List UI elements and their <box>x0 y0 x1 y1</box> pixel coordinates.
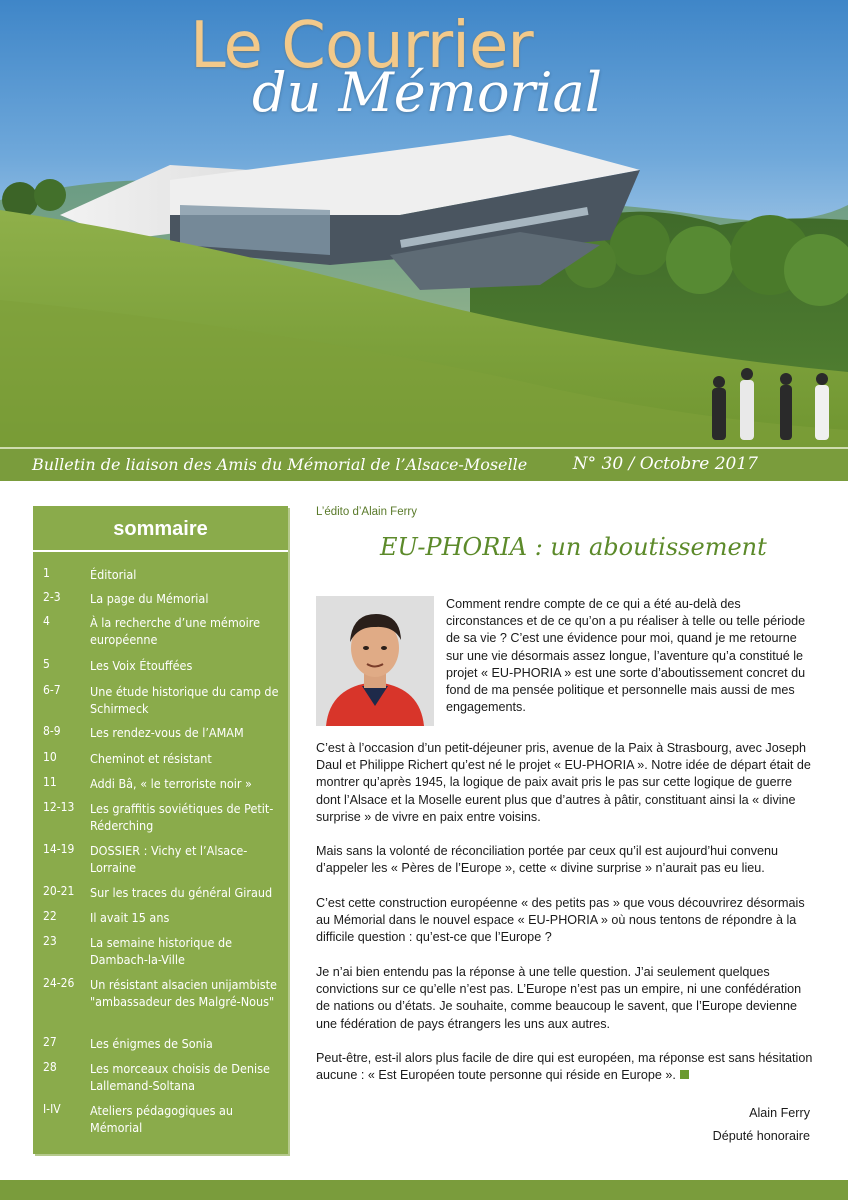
sommaire-panel <box>33 506 288 1154</box>
edito-title: EU-PHORIA : un aboutissement <box>380 533 767 561</box>
toc-page: 6-7 <box>43 683 61 697</box>
toc-title: Sur les traces du général Giraud <box>90 885 273 900</box>
toc-page: 12-13 <box>43 800 75 814</box>
toc-title: Ateliers pédagogiques au Mémorial <box>90 1103 234 1135</box>
edito-paragraph-text: Peut-être, est-il alors plus facile de dire qui est européen, ma réponse est sans hésitation aucune : « Est Européen toute personne qui réside en Europe ». <box>316 1051 813 1083</box>
signature-role: Député honoraire <box>712 1129 810 1143</box>
toc-page: 10 <box>43 750 57 764</box>
sommaire-header <box>33 506 288 552</box>
signature-name: Alain Ferry <box>749 1106 810 1120</box>
toc-page: 14-19 <box>43 842 75 856</box>
toc-page: 11 <box>43 775 57 789</box>
cover-photo <box>0 0 848 447</box>
toc-title: Addi Bâ, « le terroriste noir » <box>90 776 252 791</box>
end-square-icon <box>680 1070 689 1079</box>
toc-page: 22 <box>43 909 57 923</box>
masthead-subtitle: du Mémorial <box>252 61 603 124</box>
toc-title: Cheminot et résistant <box>90 751 212 766</box>
edito-paragraph: Mais sans la volonté de réconciliation portée par ceux qu’il est aujourd’hui convenu d’appeler les « Pères de l’Europe », cette « divine surprise » n’aurait pas eu lieu. <box>316 844 779 876</box>
toc-page: 1 <box>43 566 50 580</box>
toc-title: Une étude historique du camp de Schirmeck <box>90 684 279 716</box>
toc-page: I-IV <box>43 1102 61 1116</box>
toc-title: Les graffitis soviétiques de Petit-Réderching <box>90 801 274 833</box>
toc-page: 28 <box>43 1060 57 1074</box>
toc-title: Éditorial <box>90 567 137 582</box>
edito-paragraph: C’est à l’occasion d’un petit-déjeuner pris, avenue de la Paix à Strasbourg, avec Joseph Daul et Philippe Richert qu’est né le projet « EU-PHORIA ». Notre idée de départ était de montrer qu’après 1945, la logique de paix avait pris le pas sur cette logique de guerre dont l’Alsace et la Moselle eurent plus que d’autres à pâtir, constituant ainsi la « divine surprise » de vivre en paix entre voisins. <box>316 741 811 824</box>
toc-title: Les énigmes de Sonia <box>90 1036 213 1051</box>
toc-page: 2-3 <box>43 590 61 604</box>
issue-number: N° 30 / Octobre 2017 <box>572 454 758 474</box>
bulletin-tagline: Bulletin de liaison des Amis du Mémorial de l’Alsace-Moselle <box>32 455 528 474</box>
toc-title: À la recherche d’une mémoire européenne <box>90 615 261 647</box>
edito-last-paragraph <box>316 1050 814 1084</box>
toc-title: Les morceaux choisis de Denise Lallemand-Soltana <box>90 1061 270 1093</box>
edito-paragraph: Comment rendre compte de ce qui a été au-delà des circonstances et de ce qu’on a pu réaliser à telle ou telle période de sa vie ? C’est une évidence pour moi, quand je me retourne sur une vie désormais assez longue, l’aventure qu’a constitué le projet « EU-PHORIA » est une sorte d’aboutissement concret du fond de ma pensée politique et personnelle mais aussi de mes engagements. <box>446 597 806 715</box>
toc-page: 23 <box>43 934 57 948</box>
toc-title: La semaine historique de Dambach-la-Ville <box>90 935 233 967</box>
edito-kicker: L’édito d’Alain Ferry <box>316 506 417 518</box>
toc-page: 20-21 <box>43 884 75 898</box>
toc-title: Il avait 15 ans <box>90 910 170 925</box>
edito-paragraph: C’est cette construction européenne « des petits pas » que vous découvrirez désormais au Mémorial dans le nouvel espace « EU-PHORIA » où nous tentons de répondre à la difficile question : qu’est-ce que l’Europe ? <box>316 896 805 945</box>
footer-bar <box>0 1180 848 1200</box>
toc-title: Un résistant alsacien unijambiste "ambassadeur des Malgré-Nous" <box>90 977 277 1009</box>
author-portrait <box>316 596 434 726</box>
toc-title: Les Voix Étouffées <box>90 658 193 673</box>
edito-paragraph: Je n’ai bien entendu pas la réponse à une telle question. J’ai seulement quelques convictions sur ce qu’elle n’est pas. L’Europe n’est pas un empire, ni une confédération de nations ou d’états. Je souhaite, comme beaucoup le savent, que l’Europe devienne une fédération de pays étrangers les uns aux autres. <box>316 965 802 1031</box>
toc-title: La page du Mémorial <box>90 591 209 606</box>
toc-page: 8-9 <box>43 724 61 738</box>
issue-banner <box>0 447 848 481</box>
portrait-illustration <box>316 596 434 726</box>
toc-title: DOSSIER : Vichy et l’Alsace-Lorraine <box>90 843 248 875</box>
sommaire-title: sommaire <box>113 518 208 540</box>
toc-page: 24-26 <box>43 976 75 990</box>
toc-title: Les rendez-vous de l’AMAM <box>90 725 244 740</box>
toc-page: 4 <box>43 614 50 628</box>
toc-page: 5 <box>43 657 50 671</box>
masthead-title: Le Courrier <box>190 9 533 83</box>
toc-page: 27 <box>43 1035 57 1049</box>
